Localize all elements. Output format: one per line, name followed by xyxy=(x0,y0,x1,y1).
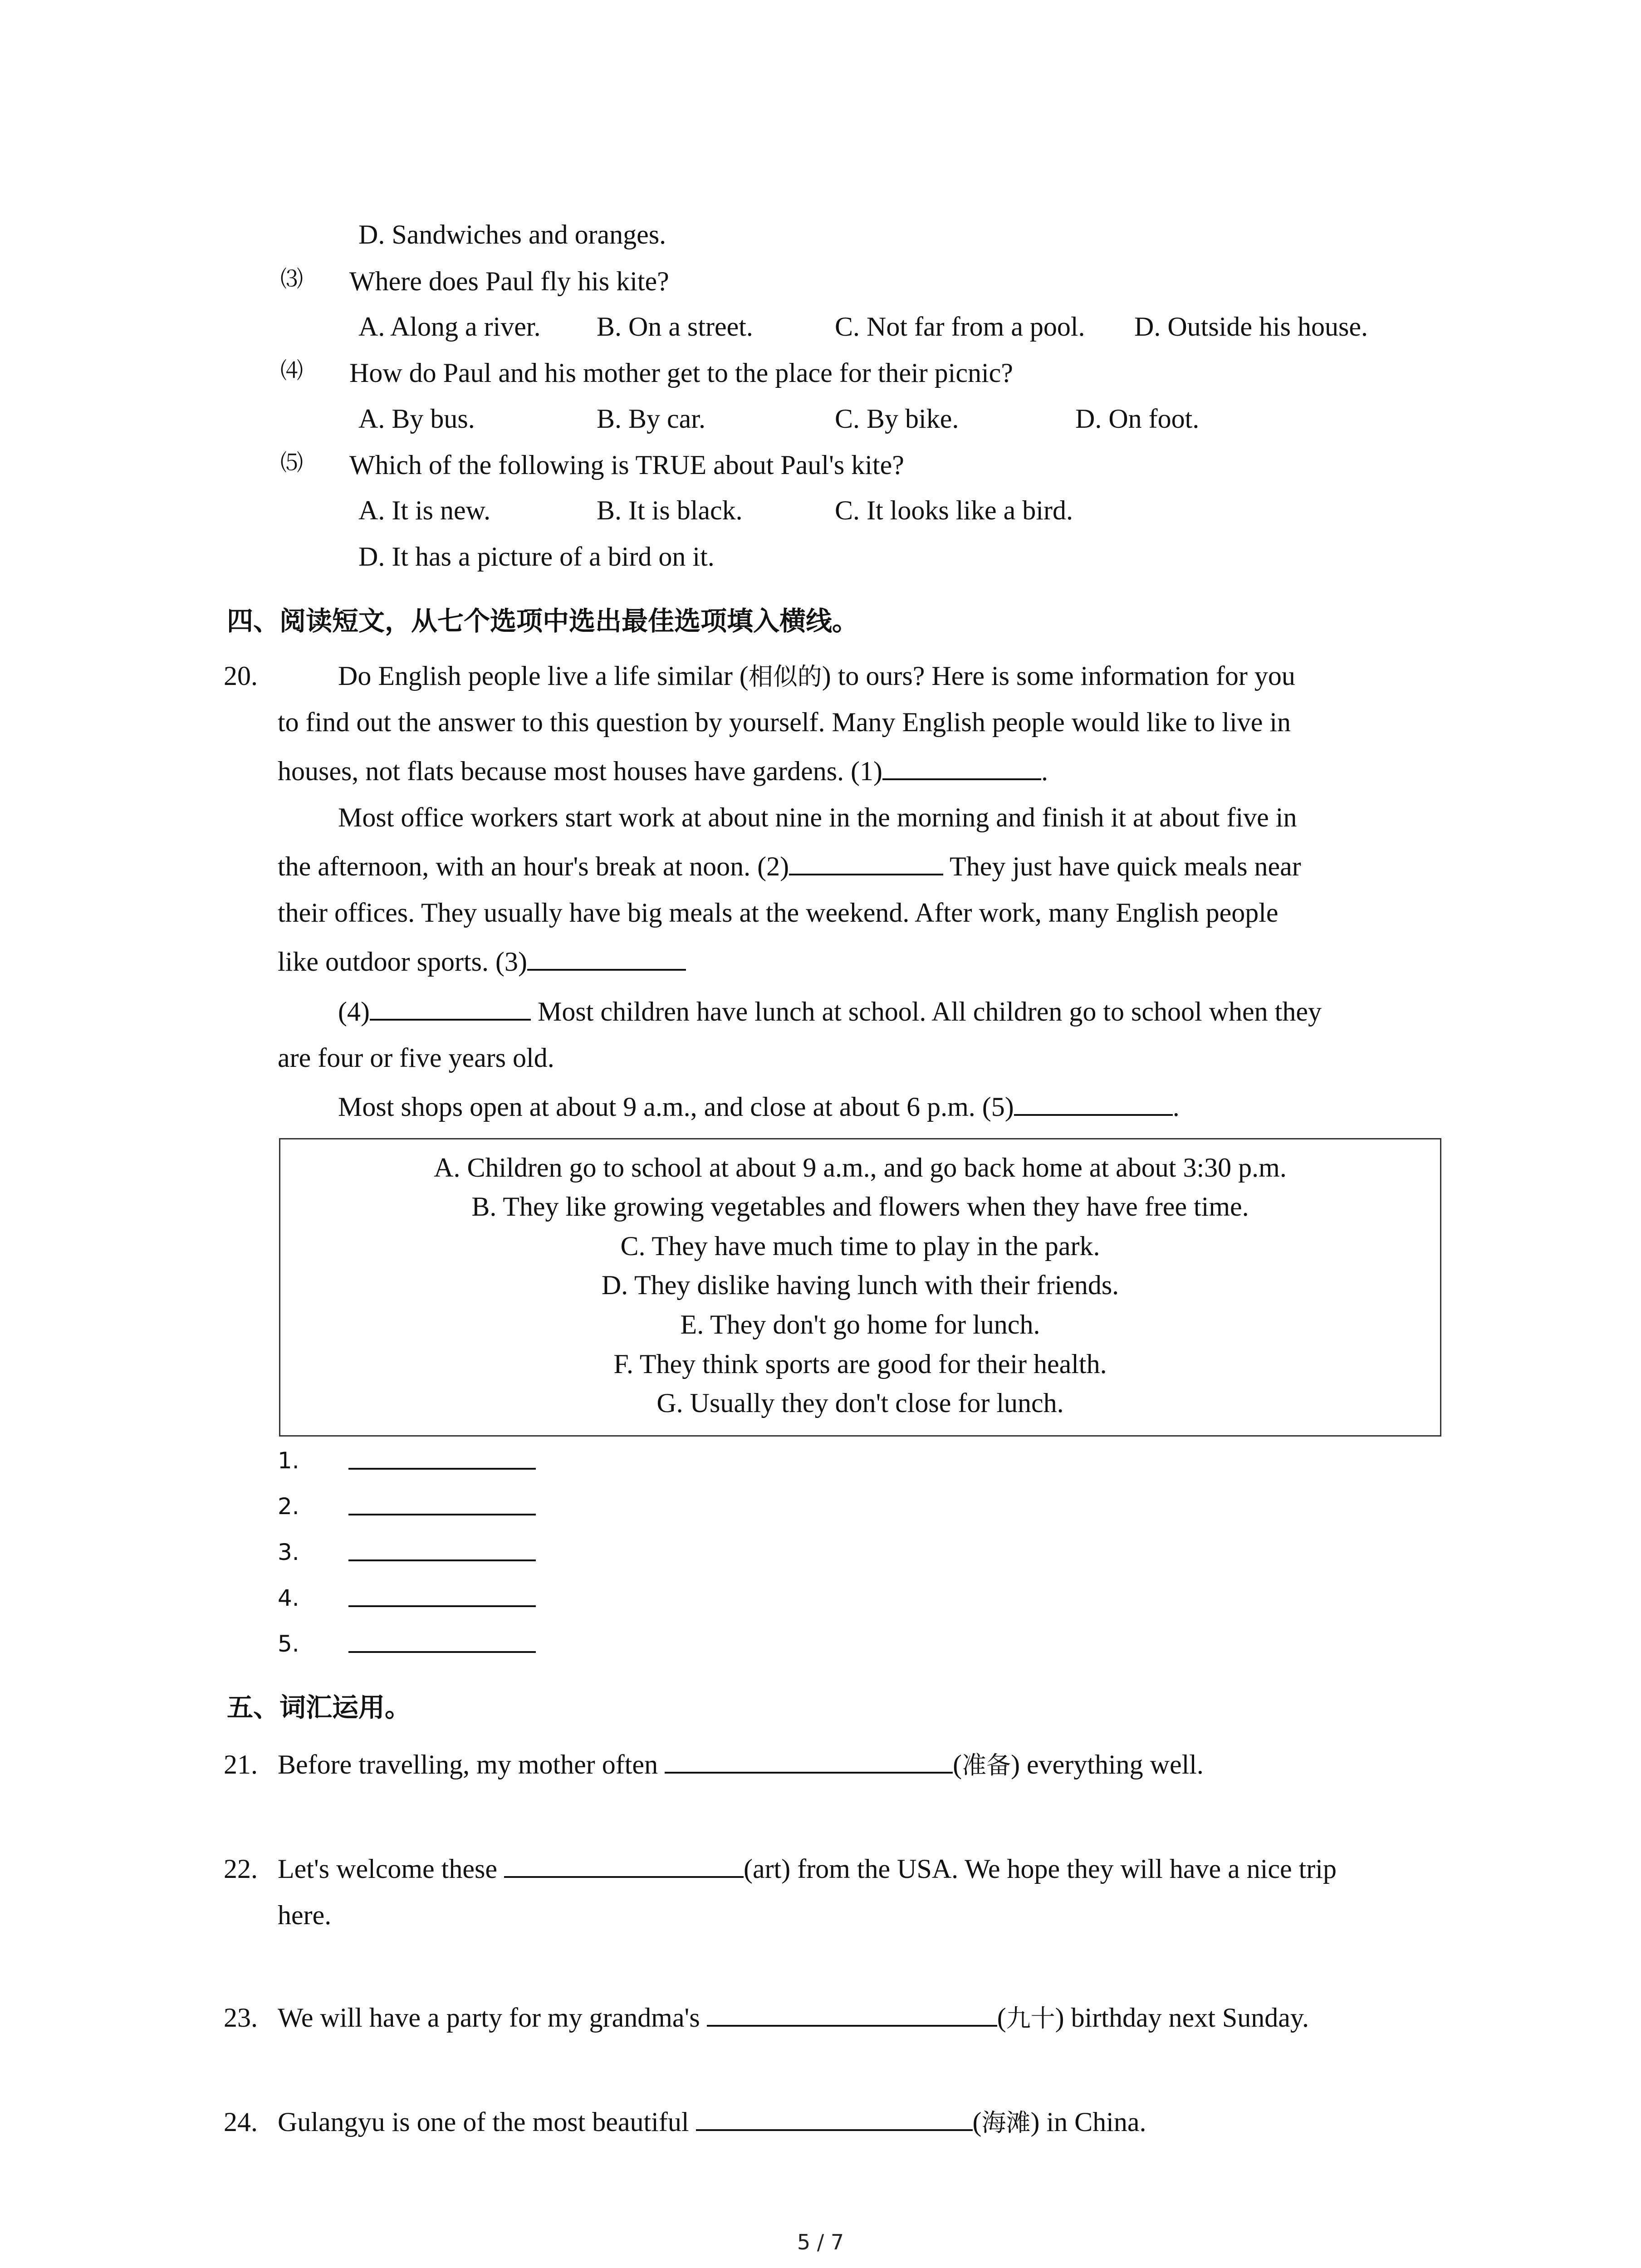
page-number: 5 / 7 xyxy=(797,2230,844,2254)
q19-3-option-a: A. Along a river. xyxy=(358,312,541,342)
q20-option-c: C. They have much time to play in the park. xyxy=(620,1231,1100,1261)
q19-3-number: ⑶ xyxy=(280,266,303,292)
q20-option-b: B. They like growing vegetables and flowers when they have free time. xyxy=(471,1192,1249,1222)
q20-option-e: E. They don't go home for lunch. xyxy=(680,1310,1040,1339)
q20-answer-line-3[interactable] xyxy=(348,1559,536,1561)
q20-p1-line2: to find out the answer to this question by yourself. Many English people would like to live in xyxy=(278,707,1291,737)
q19-4-option-d: D. On foot. xyxy=(1075,404,1200,434)
q23-number: 23. xyxy=(224,2003,258,2033)
section5-heading: 五、词汇运用。 xyxy=(227,1692,411,1723)
section4-heading: 四、阅读短文，从七个选项中选出最佳选项填入横线。 xyxy=(227,606,859,636)
q20-answer-label-5: 5. xyxy=(278,1631,299,1657)
q19-5-option-d: D. It has a picture of a bird on it. xyxy=(358,542,715,572)
q19-4-option-a: A. By bus. xyxy=(358,404,475,434)
q20-blank-1[interactable] xyxy=(882,778,1041,780)
q20-p3-line1: (4) Most children have lunch at school. All children go to school when they xyxy=(338,997,1322,1026)
q20-p2-line1: Most office workers start work at about nine in the morning and finish it at about five in xyxy=(338,802,1297,832)
q19-2-option-d: D. Sandwiches and oranges. xyxy=(358,220,666,249)
q20-answer-label-2: 2. xyxy=(278,1493,299,1520)
q22-blank[interactable] xyxy=(504,1876,744,1878)
q20-similar-gloss: 相似的 xyxy=(748,662,822,691)
q20-blank-3[interactable] xyxy=(527,968,686,971)
q19-3-option-d: D. Outside his house. xyxy=(1134,312,1368,342)
q22-text-line1: Let's welcome these (art) from the USA. We hope they will have a nice trip xyxy=(278,1854,1337,1884)
q20-p1-line3: houses, not flats because most houses have gardens. (1) . xyxy=(278,756,1048,786)
q19-4-option-c: C. By bike. xyxy=(835,404,959,434)
q20-answer-label-1: 1. xyxy=(278,1447,299,1474)
q21-hint: 准备 xyxy=(962,1751,1011,1779)
q19-5-number: ⑸ xyxy=(280,450,303,476)
q19-5-option-c: C. It looks like a bird. xyxy=(835,495,1073,525)
q24-number: 24. xyxy=(224,2107,258,2137)
q24-blank[interactable] xyxy=(696,2129,973,2131)
q19-5-option-b: B. It is black. xyxy=(597,495,743,525)
q20-blank-4[interactable] xyxy=(370,1018,531,1021)
q19-4-option-b: B. By car. xyxy=(597,404,705,434)
q20-option-a: A. Children go to school at about 9 a.m., and go back home at about 3:30 p.m. xyxy=(434,1153,1287,1183)
q19-3-option-b: B. On a street. xyxy=(597,312,753,342)
q20-answer-label-3: 3. xyxy=(278,1539,299,1565)
q20-answer-label-4: 4. xyxy=(278,1585,299,1611)
q23-blank[interactable] xyxy=(707,2024,997,2027)
q19-3-option-c: C. Not far from a pool. xyxy=(835,312,1085,342)
q21-text: Before travelling, my mother often (准备) everything well. xyxy=(278,1750,1204,1779)
q20-option-g: G. Usually they don't close for lunch. xyxy=(656,1388,1064,1418)
q21-number: 21. xyxy=(224,1750,258,1779)
q20-option-f: F. They think sports are good for their health. xyxy=(613,1349,1107,1379)
q20-number: 20. xyxy=(224,661,258,691)
q19-3-text: Where does Paul fly his kite? xyxy=(349,266,669,296)
q20-p2-line3: their offices. They usually have big meals at the weekend. After work, many English people xyxy=(278,898,1279,928)
q20-blank-2[interactable] xyxy=(789,873,943,875)
q20-p1-line1: Do English people live a life similar (相似的) to ours? Here is some information for you xyxy=(338,661,1295,691)
q20-blank-5[interactable] xyxy=(1014,1114,1173,1116)
q20-p4-line1: Most shops open at about 9 a.m., and close at about 6 p.m. (5) . xyxy=(338,1092,1180,1122)
q20-answer-line-1[interactable] xyxy=(348,1468,536,1470)
q24-text: Gulangyu is one of the most beautiful (海滩) in China. xyxy=(278,2107,1146,2137)
q20-answer-line-2[interactable] xyxy=(348,1514,536,1515)
q20-answer-line-4[interactable] xyxy=(348,1605,536,1607)
q21-blank[interactable] xyxy=(665,1771,953,1774)
q19-5-text: Which of the following is TRUE about Paul's kite? xyxy=(349,450,904,480)
q20-p2-line4: like outdoor sports. (3) xyxy=(278,948,686,975)
q20-p2-line2: the afternoon, with an hour's break at noon. (2) They just have quick meals near xyxy=(278,851,1301,881)
q20-option-d: D. They dislike having lunch with their friends. xyxy=(601,1270,1119,1300)
q20-options-box xyxy=(279,1138,1441,1437)
q23-hint: 九十 xyxy=(1006,2004,1055,2033)
q22-number: 22. xyxy=(224,1854,258,1884)
q20-answer-line-5[interactable] xyxy=(348,1651,536,1653)
q19-5-option-a: A. It is new. xyxy=(358,495,491,525)
q19-4-text: How do Paul and his mother get to the place for their picnic? xyxy=(349,358,1013,388)
q22-text-line2: here. xyxy=(278,1900,332,1930)
q23-text: We will have a party for my grandma's (九十) birthday next Sunday. xyxy=(278,2003,1309,2033)
q20-p3-line2: are four or five years old. xyxy=(278,1043,554,1073)
q24-hint: 海滩 xyxy=(981,2108,1031,2137)
q19-4-number: ⑷ xyxy=(280,357,303,384)
